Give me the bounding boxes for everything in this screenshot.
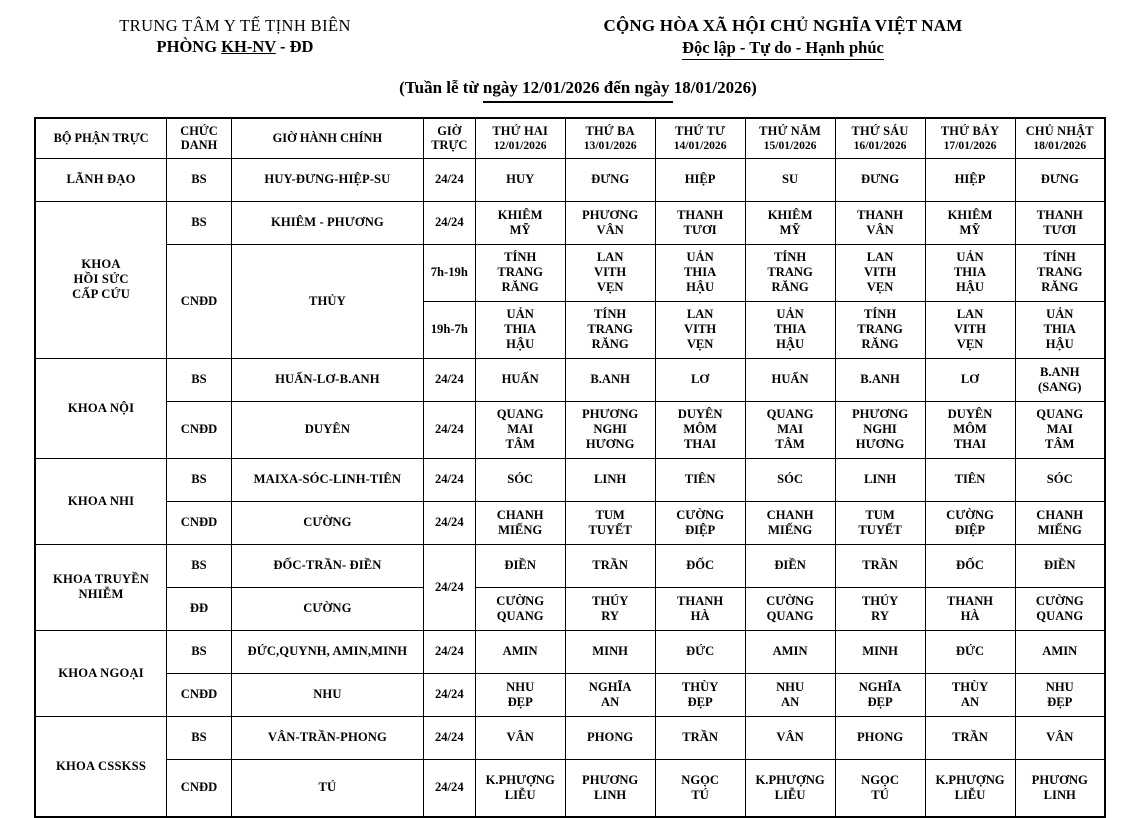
shift-cell: PHƯƠNG VÂN (565, 201, 655, 244)
shift-cell: B.ANH (565, 358, 655, 401)
shift-cell: KHIÊM MỸ (925, 201, 1015, 244)
duty-hours-cell: 19h-7h (423, 301, 475, 358)
header-row (35, 118, 1105, 159)
dept-cell: KHOA HỒI SỨC CẤP CỨU (35, 201, 167, 358)
duty-hours-cell: 24/24 (423, 716, 475, 759)
shift-cell: CHANH MIẾNG (475, 501, 565, 544)
duty-hours-cell: 24/24 (423, 544, 475, 630)
admin-hours-cell: CƯỜNG (231, 587, 423, 630)
shift-cell: NGỌC TÚ (835, 759, 925, 817)
shift-cell: UẢN THIA HẬU (925, 244, 1015, 301)
shift-cell: NHU ĐẸP (475, 673, 565, 716)
shift-cell: QUANG MAI TÂM (475, 401, 565, 458)
shift-cell: VÂN (475, 716, 565, 759)
table-row (35, 673, 1105, 716)
table-row (35, 501, 1105, 544)
shift-cell: HIỆP (655, 158, 745, 201)
shift-cell: UẢN THIA HẬU (655, 244, 745, 301)
shift-cell: THANH TƯƠI (655, 201, 745, 244)
admin-hours-cell: KHIÊM - PHƯƠNG (231, 201, 423, 244)
shift-cell: TÍNH TRANG RĂNG (745, 244, 835, 301)
department-prefix: PHÒNG (156, 37, 222, 56)
day-date: 12/01/2026 (493, 138, 547, 152)
shift-cell: CƯỜNG ĐIỆP (655, 501, 745, 544)
admin-hours-cell: THỦY (231, 244, 423, 358)
shift-cell: ĐƯNG (565, 158, 655, 201)
duty-hours-cell: 24/24 (423, 673, 475, 716)
shift-cell: THÚY RY (565, 587, 655, 630)
shift-cell: MINH (835, 630, 925, 673)
column-header-day (565, 118, 655, 159)
dept-cell: KHOA TRUYỀN NHIỄM (35, 544, 167, 630)
shift-cell: TRẦN (835, 544, 925, 587)
shift-cell: DUYÊN MÔM THAI (655, 401, 745, 458)
role-cell: BS (167, 358, 232, 401)
shift-cell: NHU AN (745, 673, 835, 716)
table-row (35, 201, 1105, 244)
shift-cell: TÍNH TRANG RĂNG (1015, 244, 1105, 301)
duty-hours-cell: 24/24 (423, 401, 475, 458)
table-row (35, 544, 1105, 587)
table-header (35, 118, 1105, 159)
table-row (35, 759, 1105, 817)
role-cell: BS (167, 458, 232, 501)
table-row (35, 587, 1105, 630)
shift-cell: CHANH MIẾNG (745, 501, 835, 544)
shift-cell: VÂN (745, 716, 835, 759)
day-name: THỨ BA (585, 123, 635, 138)
shift-cell: CƯỜNG QUANG (475, 587, 565, 630)
admin-hours-cell: MAIXA-SÓC-LINH-TIÊN (231, 458, 423, 501)
dept-cell: KHOA NGOẠI (35, 630, 167, 716)
duty-hours-cell: 24/24 (423, 358, 475, 401)
shift-cell: MINH (565, 630, 655, 673)
shift-cell: THÙY AN (925, 673, 1015, 716)
shift-cell: K.PHƯỢNG LIỄU (745, 759, 835, 817)
day-name: THỨ NĂM (759, 123, 821, 138)
role-cell: BS (167, 158, 232, 201)
admin-hours-cell: VÂN-TRẦN-PHONG (231, 716, 423, 759)
day-date: 13/01/2026 (583, 138, 637, 152)
shift-cell: SÓC (1015, 458, 1105, 501)
shift-cell: TRẦN (925, 716, 1015, 759)
role-cell: BS (167, 716, 232, 759)
shift-cell: K.PHƯỢNG LIỄU (475, 759, 565, 817)
duty-hours-cell: 24/24 (423, 759, 475, 817)
table-body (35, 158, 1105, 817)
admin-hours-cell: TÚ (231, 759, 423, 817)
shift-cell: TÍNH TRANG RĂNG (565, 301, 655, 358)
shift-cell: HUẤN (475, 358, 565, 401)
admin-hours-cell: DUYÊN (231, 401, 423, 458)
shift-cell: PHONG (565, 716, 655, 759)
shift-cell: THANH HÀ (925, 587, 1015, 630)
title-underline (483, 101, 673, 103)
shift-cell: LAN VITH VẸN (655, 301, 745, 358)
role-cell: BS (167, 201, 232, 244)
shift-cell: ĐIỀN (745, 544, 835, 587)
shift-cell: AMIN (745, 630, 835, 673)
table-row (35, 716, 1105, 759)
shift-cell: LAN VITH VẸN (565, 244, 655, 301)
shift-cell: LINH (835, 458, 925, 501)
shift-cell: LINH (565, 458, 655, 501)
shift-cell: PHƯƠNG LINH (565, 759, 655, 817)
dept-cell: KHOA NHI (35, 458, 167, 544)
column-header-day (1015, 118, 1105, 159)
dept-cell: KHOA CSSKSS (35, 716, 167, 817)
shift-cell: NHU ĐẸP (1015, 673, 1105, 716)
shift-cell: THANH HÀ (655, 587, 745, 630)
admin-hours-cell: HUẤN-LƠ-B.ANH (231, 358, 423, 401)
day-name: THỨ SÁU (851, 123, 909, 138)
shift-cell: TÍNH TRANG RĂNG (475, 244, 565, 301)
roster-table-container (34, 117, 1106, 818)
duty-roster-table (34, 117, 1106, 818)
shift-cell: LƠ (655, 358, 745, 401)
duty-hours-cell: 24/24 (423, 158, 475, 201)
column-header-day (745, 118, 835, 159)
shift-cell: CƯỜNG QUANG (1015, 587, 1105, 630)
shift-cell: ĐỐC (655, 544, 745, 587)
table-row (35, 401, 1105, 458)
table-row (35, 244, 1105, 301)
shift-cell: B.ANH (835, 358, 925, 401)
admin-hours-cell: ĐỨC,QUYNH, AMIN,MINH (231, 630, 423, 673)
day-date: 14/01/2026 (673, 138, 727, 152)
shift-cell: TIÊN (925, 458, 1015, 501)
shift-cell: TIÊN (655, 458, 745, 501)
admin-hours-cell: ĐỐC-TRẦN- ĐIỀN (231, 544, 423, 587)
role-cell: CNĐD (167, 244, 232, 358)
shift-cell: CƯỜNG ĐIỆP (925, 501, 1015, 544)
shift-cell: AMIN (475, 630, 565, 673)
title-block (0, 78, 1136, 103)
shift-cell: QUANG MAI TÂM (745, 401, 835, 458)
shift-cell: ĐƯNG (835, 158, 925, 201)
day-date: 16/01/2026 (853, 138, 907, 152)
role-cell: BS (167, 630, 232, 673)
shift-cell: ĐIỀN (1015, 544, 1105, 587)
shift-cell: KHIÊM MỸ (475, 201, 565, 244)
shift-cell: SÓC (475, 458, 565, 501)
shift-cell: PHƯƠNG LINH (1015, 759, 1105, 817)
day-name: THỨ BẢY (940, 123, 1000, 138)
role-cell: CNĐD (167, 501, 232, 544)
department-underlined: KH-NV (221, 37, 276, 56)
admin-hours-cell: CƯỜNG (231, 501, 423, 544)
shift-cell: PHƯƠNG NGHI HƯƠNG (835, 401, 925, 458)
shift-cell: TRẦN (655, 716, 745, 759)
column-header-day (925, 118, 1015, 159)
column-header-duty-hours: GIỜ TRỰC (423, 118, 475, 159)
shift-cell: PHONG (835, 716, 925, 759)
shift-cell: NGHĨA AN (565, 673, 655, 716)
column-header-day (655, 118, 745, 159)
shift-cell: LAN VITH VẸN (925, 301, 1015, 358)
duty-hours-cell: 24/24 (423, 458, 475, 501)
department-name (0, 37, 470, 57)
column-header-role: CHỨC DANH (167, 118, 232, 159)
shift-cell: VÂN (1015, 716, 1105, 759)
shift-cell: B.ANH (SANG) (1015, 358, 1105, 401)
shift-cell: THANH TƯƠI (1015, 201, 1105, 244)
shift-cell: K.PHƯỢNG LIỄU (925, 759, 1015, 817)
shift-cell: CƯỜNG QUANG (745, 587, 835, 630)
role-cell: CNĐD (167, 401, 232, 458)
shift-cell: HUY (475, 158, 565, 201)
shift-cell: KHIÊM MỸ (745, 201, 835, 244)
role-cell: CNĐD (167, 759, 232, 817)
shift-cell: DUYÊN MÔM THAI (925, 401, 1015, 458)
shift-cell: NGỌC TÚ (655, 759, 745, 817)
document-header (0, 0, 1136, 60)
shift-cell: UẢN THIA HẬU (475, 301, 565, 358)
role-cell: BS (167, 544, 232, 587)
day-name: CHỦ NHẬT (1025, 123, 1094, 138)
table-row (35, 630, 1105, 673)
table-row (35, 158, 1105, 201)
admin-hours-cell: HUY-ĐƯNG-HIỆP-SU (231, 158, 423, 201)
duty-hours-cell: 24/24 (423, 501, 475, 544)
shift-cell: HUẤN (745, 358, 835, 401)
day-name: THỨ TƯ (675, 123, 726, 138)
shift-cell: CHANH MIẾNG (1015, 501, 1105, 544)
shift-cell: ĐƯNG (1015, 158, 1105, 201)
admin-hours-cell: NHU (231, 673, 423, 716)
national-heading-block (470, 16, 1136, 60)
shift-cell: HIỆP (925, 158, 1015, 201)
shift-cell: UẢN THIA HẬU (1015, 301, 1105, 358)
shift-cell: QUANG MAI TÂM (1015, 401, 1105, 458)
shift-cell: SU (745, 158, 835, 201)
national-motto: Độc lập - Tự do - Hạnh phúc (682, 38, 884, 60)
dept-cell: KHOA NỘI (35, 358, 167, 458)
department-suffix: - ĐD (275, 37, 314, 56)
shift-cell: TUM TUYẾT (565, 501, 655, 544)
table-row (35, 458, 1105, 501)
day-date: 18/01/2026 (1033, 138, 1087, 152)
organization-name: TRUNG TÂM Y TẾ TỊNH BIÊN (119, 16, 351, 35)
day-name: THỨ HAI (492, 123, 548, 138)
shift-cell: TUM TUYẾT (835, 501, 925, 544)
shift-cell: THÙY ĐẸP (655, 673, 745, 716)
day-date: 15/01/2026 (763, 138, 817, 152)
shift-cell: SÓC (745, 458, 835, 501)
column-header-dept: BỘ PHẬN TRỰC (35, 118, 167, 159)
role-cell: ĐĐ (167, 587, 232, 630)
shift-cell: LƠ (925, 358, 1015, 401)
shift-cell: TRẦN (565, 544, 655, 587)
shift-cell: ĐỨC (925, 630, 1015, 673)
column-header-day (835, 118, 925, 159)
shift-cell: NGHĨA ĐẸP (835, 673, 925, 716)
column-header-admin-hours: GIỜ HÀNH CHÍNH (231, 118, 423, 159)
shift-cell: UẢN THIA HẬU (745, 301, 835, 358)
shift-cell: PHƯƠNG NGHI HƯƠNG (565, 401, 655, 458)
shift-cell: ĐỐC (925, 544, 1015, 587)
organization-block (0, 16, 470, 57)
shift-cell: TÍNH TRANG RĂNG (835, 301, 925, 358)
shift-cell: ĐỨC (655, 630, 745, 673)
shift-cell: AMIN (1015, 630, 1105, 673)
shift-cell: LAN VITH VẸN (835, 244, 925, 301)
shift-cell: ĐIỀN (475, 544, 565, 587)
duty-hours-cell: 24/24 (423, 630, 475, 673)
role-cell: CNĐD (167, 673, 232, 716)
duty-hours-cell: 7h-19h (423, 244, 475, 301)
column-header-day (475, 118, 565, 159)
shift-cell: THANH VÂN (835, 201, 925, 244)
page-title: (Tuần lễ từ ngày 12/01/2026 đến ngày 18/01/2026) (399, 78, 757, 97)
dept-cell: LÃNH ĐẠO (35, 158, 167, 201)
national-title: CỘNG HÒA XÃ HỘI CHỦ NGHĨA VIỆT NAM (603, 16, 963, 35)
shift-cell: THÚY RY (835, 587, 925, 630)
day-date: 17/01/2026 (943, 138, 997, 152)
table-row (35, 358, 1105, 401)
duty-hours-cell: 24/24 (423, 201, 475, 244)
